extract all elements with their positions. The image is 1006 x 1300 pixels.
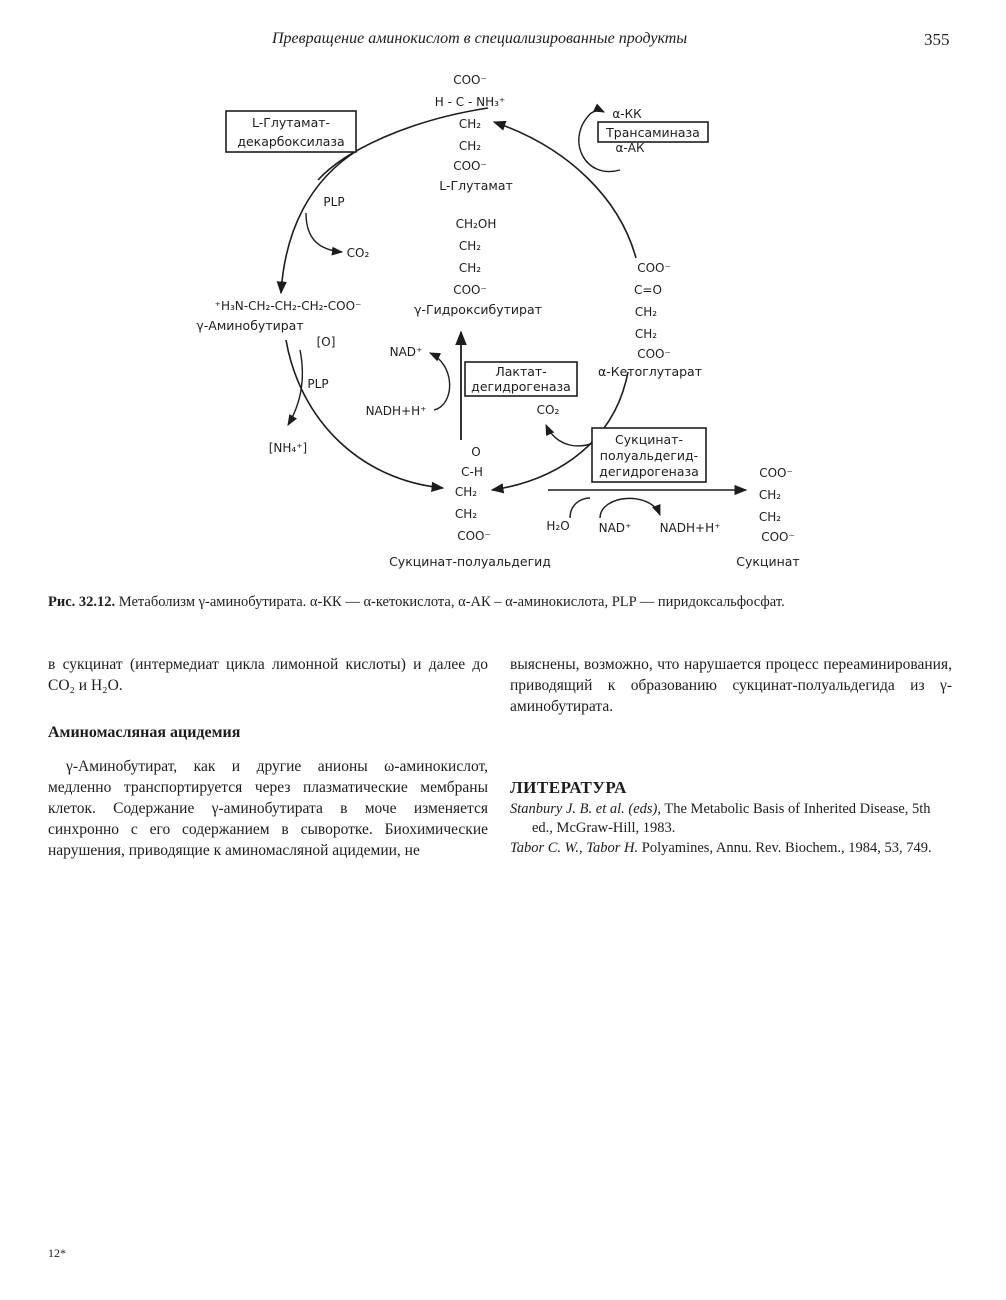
arc-glutamate-to-gaba bbox=[281, 150, 358, 293]
nad-left-label: NAD⁺ bbox=[389, 345, 423, 359]
signature-mark: 12* bbox=[48, 1246, 66, 1260]
references-list bbox=[510, 800, 952, 859]
succinate-structure bbox=[736, 466, 799, 569]
svg-text:CH₂OH: CH₂OH bbox=[455, 217, 497, 231]
caption-text: Метаболизм γ-аминобутирата. α-КК — α-кетокислота, α-АК – α-аминокислота, PLP — пиридоксальфосфат. bbox=[118, 594, 785, 610]
left-column-body bbox=[48, 756, 488, 861]
ssadh-label-1: Сукцинат- bbox=[615, 432, 683, 447]
svg-text:COO⁻: COO⁻ bbox=[637, 261, 671, 275]
svg-text:O: O bbox=[471, 445, 481, 459]
decarboxylase-label-2: декарбоксилаза bbox=[237, 134, 345, 149]
reference-item bbox=[510, 800, 952, 838]
glutamate-structure bbox=[435, 73, 513, 193]
references-heading: ЛИТЕРАТУРА bbox=[510, 778, 627, 797]
co2-left-label: CO₂ bbox=[346, 246, 370, 260]
gaba-structure bbox=[196, 299, 361, 333]
nad-right-loop bbox=[600, 498, 660, 518]
svg-text:⁺H₃N-CH₂-CH₂-CH₂-COO⁻: ⁺H₃N-CH₂-CH₂-CH₂-COO⁻ bbox=[214, 299, 362, 313]
nadh-right-label: NADH+H⁺ bbox=[659, 521, 721, 535]
semialdehyde-structure bbox=[389, 445, 551, 569]
plp-top-label: PLP bbox=[323, 195, 345, 209]
svg-text:COO⁻: COO⁻ bbox=[453, 73, 487, 87]
svg-text:CH₂: CH₂ bbox=[458, 117, 482, 131]
caption-label: Рис. 32.12. bbox=[48, 594, 116, 610]
svg-text:CH₂: CH₂ bbox=[458, 239, 482, 253]
svg-text:C-H: C-H bbox=[461, 465, 483, 479]
svg-text:CH₂: CH₂ bbox=[454, 485, 478, 499]
gaba-name: γ-Аминобутират bbox=[196, 318, 304, 333]
svg-text:CH₂: CH₂ bbox=[454, 507, 478, 521]
svg-text:COO⁻: COO⁻ bbox=[453, 283, 487, 297]
reference-item bbox=[510, 839, 952, 858]
aak-label: α-АК bbox=[615, 141, 645, 155]
transaminase-label: Трансаминаза bbox=[606, 125, 700, 140]
nad-left-arrow bbox=[430, 353, 450, 410]
pathway-diagram bbox=[0, 0, 1006, 580]
ssadh-label-3: дегидрогеназа bbox=[599, 464, 699, 479]
left-paragraph-1: в сукцинат (интермедиат цикла лимонной кислоты) и далее до CO₂ и H₂O. bbox=[48, 656, 488, 694]
lactate-dh-label-1: Лактат- bbox=[495, 364, 547, 379]
hydroxybutyrate-name: γ-Гидроксибутират bbox=[414, 302, 542, 317]
reference-2-rest: Polyamines, Annu. Rev. Biochem., 1984, 53, 749. bbox=[641, 840, 932, 856]
svg-text:COO⁻: COO⁻ bbox=[759, 466, 793, 480]
ssadh-label-2: полуальдегид- bbox=[599, 448, 699, 463]
svg-text:H - C - NH₃⁺: H - C - NH₃⁺ bbox=[434, 95, 506, 109]
akk-label: α-КК bbox=[612, 107, 642, 121]
svg-text:CH₂: CH₂ bbox=[458, 139, 482, 153]
section-heading: Аминомасляная ацидемия bbox=[48, 724, 241, 741]
semialdehyde-name: Сукцинат-полуальдегид bbox=[389, 554, 551, 569]
svg-text:CH₂: CH₂ bbox=[758, 488, 782, 502]
svg-text:COO⁻: COO⁻ bbox=[761, 530, 795, 544]
reference-2-authors: Tabor C. W., Tabor H. bbox=[510, 840, 639, 856]
left-column-top bbox=[48, 654, 488, 696]
nad-right-label: NAD⁺ bbox=[598, 521, 632, 535]
gaba-metabolism-figure bbox=[0, 0, 1006, 580]
glutamate-name: L-Глутамат bbox=[439, 178, 513, 193]
svg-text:COO⁻: COO⁻ bbox=[637, 347, 671, 361]
right-paragraph-1: выяснены, возможно, что нарушается процесс переаминирования, приводящий к образованию сукцинат-полуальдегида из γ-аминобутирата. bbox=[510, 656, 952, 715]
reference-1-authors: Stanbury J. B. et al. (eds), bbox=[510, 801, 662, 817]
svg-text:CH₂: CH₂ bbox=[634, 327, 658, 341]
nadh-left-label: NADH+H⁺ bbox=[365, 404, 427, 418]
hydroxybutyrate-structure bbox=[414, 217, 542, 317]
co2-release-arrow bbox=[306, 213, 342, 252]
svg-text:CH₂: CH₂ bbox=[634, 305, 658, 319]
right-column-top bbox=[510, 654, 952, 717]
svg-text:COO⁻: COO⁻ bbox=[453, 159, 487, 173]
figure-caption bbox=[48, 594, 968, 611]
h2o-label: H₂O bbox=[546, 519, 570, 533]
svg-text:CH₂: CH₂ bbox=[458, 261, 482, 275]
svg-text:C=O: C=O bbox=[634, 283, 662, 297]
o-label: [O] bbox=[316, 335, 336, 349]
succinate-name: Сукцинат bbox=[736, 554, 800, 569]
left-paragraph-2: γ-Аминобутират, как и другие анионы ω-аминокислот, медленно транспортируется через плазматические мембраны клеток. Содержание γ-аминобутирата в моче изменяется синхронно с его содержанием в сыворотке. Биохимические нарушения, приводящие к аминомасляной ацидемии, не bbox=[48, 758, 488, 859]
nh4-label: [NH₄⁺] bbox=[268, 441, 308, 455]
svg-text:CH₂: CH₂ bbox=[758, 510, 782, 524]
h2o-loop bbox=[570, 498, 590, 518]
ketoglutarate-name: α-Кетоглутарат bbox=[597, 364, 703, 379]
svg-text:COO⁻: COO⁻ bbox=[457, 529, 491, 543]
page-number: 355 bbox=[924, 30, 950, 49]
decarboxylase-label-1: L-Глутамат- bbox=[251, 115, 331, 130]
running-title: Превращение аминокислот в специализированные продукты bbox=[272, 30, 688, 47]
plp-bottom-label: PLP bbox=[307, 377, 329, 391]
reference-1-rest: The Metabolic Basis of Inherited Disease, 5th ed., McGraw-Hill, 1983. bbox=[532, 801, 931, 836]
ketoglutarate-structure bbox=[598, 261, 702, 379]
lactate-dh-label-2: дегидрогеназа bbox=[471, 379, 571, 394]
co2-right-label: CO₂ bbox=[536, 403, 560, 417]
